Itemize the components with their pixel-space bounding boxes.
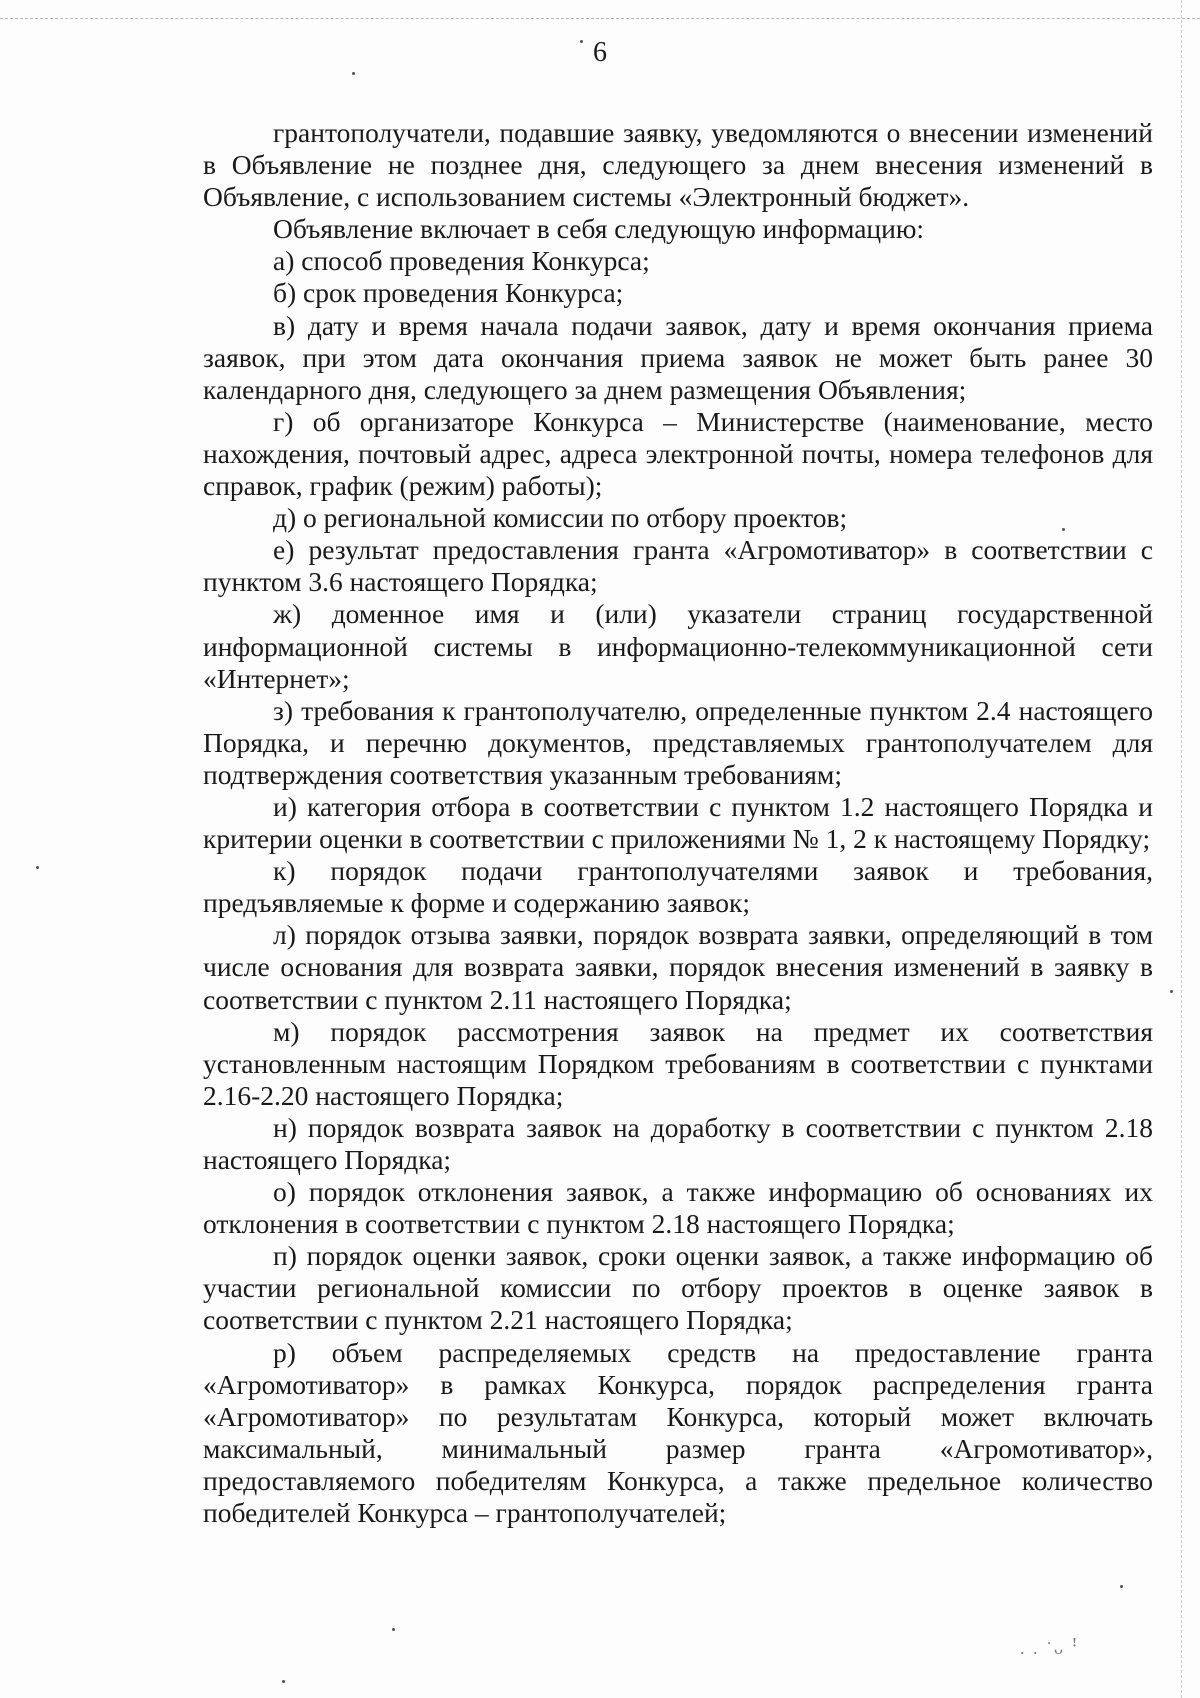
list-item-l: л) порядок отзыва заявки, порядок возврата заявки, определяющий в том числе основания для возврата заявки, порядок внесения изменений в заявку в соответствии с пунктом 2.11 настоящего Порядка; [203,919,1153,1015]
scan-speck [580,40,583,43]
list-item-d: д) о региональной комиссии по отбору проектов; [273,502,848,534]
list-item-e: е) результат предоставления гранта «Агромотиватор» в соответствии с пунктом 3.6 настоящего Порядка; [203,534,1153,598]
list-item-a: а) способ проведения Конкурса; [273,245,650,277]
paragraph-intro: Объявление включает в себя следующую информацию: [273,213,925,245]
scan-speck [392,1628,395,1631]
list-item-m: м) порядок рассмотрения заявок на предмет их соответствия установленным настоящим Порядком требованиям в соответствии с пунктами 2.16-2.20 настоящего Порядка; [203,1015,1153,1111]
scan-speck [36,866,39,869]
scan-speck [1062,528,1065,531]
scan-speck [282,1680,285,1683]
scan-edge-right [1181,0,1182,1698]
list-item-zh: ж) доменное имя и (или) указатели страниц государственной информационной системы в информационно-телекоммуникационной сети «Интернет»; [203,598,1153,694]
document-body [203,117,1153,1529]
scan-speck [352,72,355,75]
scan-edge-top [0,18,1200,19]
list-item-p: п) порядок оценки заявок, сроки оценки заявок, а также информацию об участии региональной комиссии по отбору проектов в оценке заявок в соответствии с пунктом 2.21 настоящего Порядка; [203,1240,1153,1336]
list-item-z: з) требования к грантополучателю, определенные пунктом 2.4 настоящего Порядка, и перечню документов, представляемых грантополучателем для подтверждения соответствия указанным требованиям; [203,694,1153,790]
list-item-o: о) порядок отклонения заявок, а также информацию об основаниях их отклонения в соответствии с пунктом 2.18 настоящего Порядка; [203,1176,1153,1240]
list-item-r: р) объем распределяемых средств на предоставление гранта «Агромотиватор» в рамках Конкурса, порядок распределения гранта «Агромотиватор» по результатам Конкурса, который может включать максимальный, минимальный размер гранта «Агромотиватор», предоставляемого победителям Конкурса, а также предельное количество победителей Конкурса – грантополучателей; [203,1336,1153,1529]
paragraph-continuation: грантополучатели, подавшие заявку, уведомляются о внесении изменений в Объявление не позднее дня, следующего за днем внесения изменений в Объявление, с использованием системы «Электронный бюджет». [203,117,1153,213]
list-item-n: н) порядок возврата заявок на доработку в соответствии с пунктом 2.18 настоящего Порядка; [203,1111,1153,1175]
list-item-b: б) срок проведения Конкурса; [273,277,624,309]
list-item-g: г) об организаторе Конкурса – Министерстве (наименование, место нахождения, почтовый адрес, адреса электронной почты, номера телефонов для справок, график (режим) работы); [203,405,1153,502]
scan-smudge: . . ˙ᴗ ꜝ [1020,1638,1080,1658]
list-item-i: и) категория отбора в соответствии с пунктом 1.2 настоящего Порядка и критерии оценки в соответствии с приложениями № 1, 2 к настоящему Порядку; [203,790,1153,855]
scan-speck [1120,1585,1123,1588]
list-item-v: в) дату и время начала подачи заявок, дату и время окончания приема заявок, при этом дата окончания приема заявок не может быть ранее 30 календарного дня, следующего за днем размещения Объявления; [203,309,1153,405]
page-number: 6 [593,37,607,68]
list-item-k: к) порядок подачи грантополучателями заявок и требования, предъявляемые к форме и содержанию заявок; [203,855,1153,919]
scan-speck [1170,990,1173,993]
